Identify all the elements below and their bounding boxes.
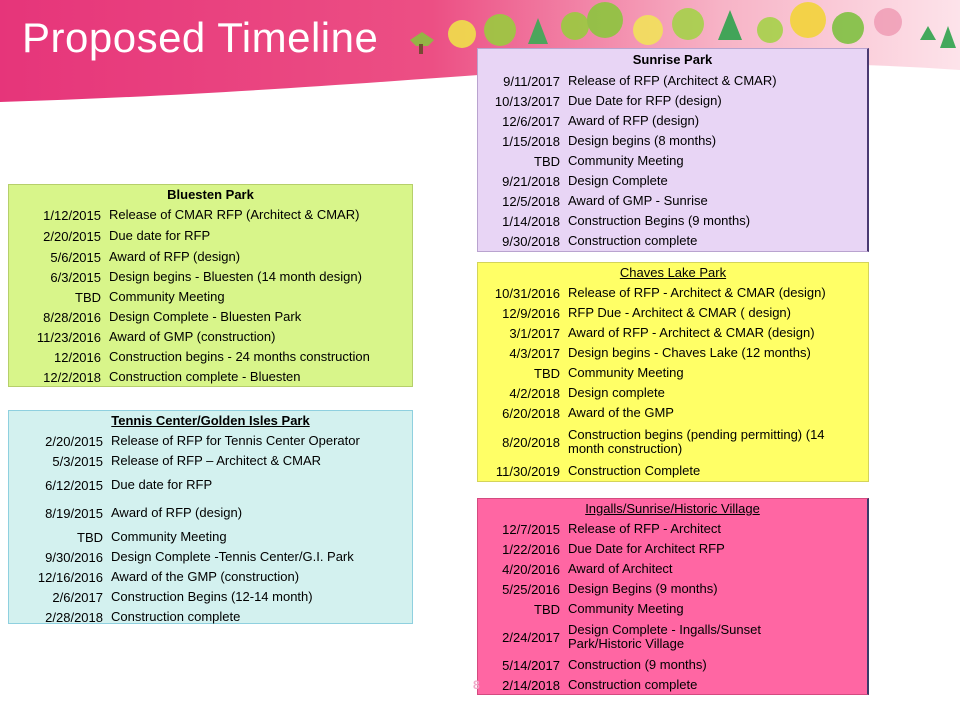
page-number: 8 <box>473 678 480 692</box>
row-text: Design begins (8 months) <box>568 133 717 148</box>
row-date: 6/12/2015 <box>45 477 103 493</box>
chaves-lake-header: Chaves Lake Park <box>619 265 727 280</box>
row-date: 3/1/2017 <box>509 325 560 341</box>
row-text: Award of the GMP (construction) <box>111 569 300 584</box>
table-row <box>478 403 868 423</box>
table-row <box>478 675 867 695</box>
chaves-lake-panel <box>477 262 869 482</box>
row-text: Design Complete <box>568 173 668 188</box>
table-row <box>478 231 867 251</box>
row-date: 6/3/2015 <box>50 269 101 285</box>
row-text: Award of GMP - Sunrise <box>568 193 708 208</box>
table-row <box>9 499 412 527</box>
row-text: Award of the GMP <box>568 405 674 420</box>
row-text: Construction Begins (9 months) <box>568 213 751 228</box>
table-row <box>478 323 868 343</box>
table-row <box>478 599 867 619</box>
table-row <box>478 91 867 111</box>
row-date: 4/3/2017 <box>509 345 560 361</box>
row-date: TBD <box>75 289 101 305</box>
row-text: Construction Begins (12-14 month) <box>111 589 313 604</box>
row-text: Release of RFP - Architect & CMAR (design) <box>568 285 826 300</box>
row-date: 2/24/2017 <box>502 629 560 645</box>
table-row <box>478 151 867 171</box>
row-date: TBD <box>534 601 560 617</box>
table-row <box>9 527 412 547</box>
row-date: 1/14/2018 <box>502 213 560 229</box>
table-row <box>9 587 412 607</box>
row-text: Release of RFP (Architect & CMAR) <box>568 73 777 88</box>
row-text: Due date for RFP <box>111 477 213 492</box>
table-row <box>478 191 867 211</box>
row-date: 1/12/2015 <box>43 207 101 223</box>
row-text: Construction complete <box>568 233 698 248</box>
row-text: Release of RFP – Architect & CMAR <box>111 453 322 468</box>
table-row <box>478 579 867 599</box>
table-row <box>9 471 412 499</box>
row-date: 2/20/2015 <box>43 228 101 244</box>
row-date: 1/15/2018 <box>502 133 560 149</box>
row-text: Construction complete <box>111 609 241 624</box>
row-date: 9/21/2018 <box>502 173 560 189</box>
table-row <box>9 451 412 471</box>
row-text: Design begins - Chaves Lake (12 months) <box>568 345 811 360</box>
table-row <box>478 111 867 131</box>
row-text: Community Meeting <box>111 529 227 544</box>
table-row <box>9 287 412 307</box>
row-text: Release of RFP for Tennis Center Operator <box>111 433 360 448</box>
row-date: 8/19/2015 <box>45 505 103 521</box>
row-text: Design begins - Bluesten (14 month design) <box>109 269 362 284</box>
table-row <box>478 131 867 151</box>
row-date: TBD <box>534 153 560 169</box>
table-row <box>478 303 868 323</box>
row-text: Award of RFP - Architect & CMAR (design) <box>568 325 815 340</box>
row-text: Design Complete -Tennis Center/G.I. Park <box>111 549 354 564</box>
row-date: 2/28/2018 <box>45 609 103 625</box>
row-text: Construction begins - 24 months construction <box>109 349 370 364</box>
table-row <box>9 205 412 225</box>
row-date: 12/2/2018 <box>43 369 101 385</box>
table-row <box>9 327 412 347</box>
row-date: 4/2/2018 <box>509 385 560 401</box>
table-row <box>478 461 868 481</box>
row-text: Community Meeting <box>109 289 225 304</box>
row-date: 2/14/2018 <box>502 677 560 693</box>
table-row <box>478 655 867 675</box>
sunrise-park-header: Sunrise Park <box>632 52 713 67</box>
table-row <box>9 225 412 247</box>
bluesten-park-header: Bluesten Park <box>167 187 254 202</box>
row-text: Award of GMP (construction) <box>109 329 276 344</box>
row-text: Construction (9 months) <box>568 657 707 672</box>
ingalls-village-header: Ingalls/Sunrise/Historic Village <box>585 501 760 516</box>
row-date: 5/6/2015 <box>50 249 101 265</box>
table-row <box>478 423 868 461</box>
row-date: 2/20/2015 <box>45 433 103 449</box>
bluesten-park-panel <box>8 184 413 387</box>
table-row <box>9 367 412 387</box>
row-date: 6/20/2018 <box>502 405 560 421</box>
row-text: Award of RFP (design) <box>111 505 243 520</box>
row-text: Release of CMAR RFP (Architect & CMAR) <box>109 207 360 222</box>
row-text: Community Meeting <box>568 153 684 168</box>
row-date: 11/23/2016 <box>36 329 101 345</box>
table-row <box>9 347 412 367</box>
row-text: Community Meeting <box>568 601 684 616</box>
row-date: 12/5/2018 <box>502 193 560 209</box>
row-text: Construction begins (pending permitting) (14 month construction) <box>568 427 825 456</box>
row-date: TBD <box>77 529 103 545</box>
tennis-center-header: Tennis Center/Golden Isles Park <box>111 413 310 428</box>
row-text: Award of RFP (design) <box>109 249 241 264</box>
row-date: 8/20/2018 <box>502 434 560 450</box>
row-date: 9/11/2017 <box>503 73 560 89</box>
row-date: 12/16/2016 <box>37 569 103 585</box>
row-date: 5/25/2016 <box>502 581 560 597</box>
table-row <box>478 283 868 303</box>
table-row <box>9 547 412 567</box>
row-text: Due date for RFP <box>109 228 211 243</box>
row-date: 2/6/2017 <box>52 589 103 605</box>
table-row <box>478 539 867 559</box>
row-text: Design complete <box>568 385 665 400</box>
row-date: 11/30/2019 <box>495 463 560 479</box>
row-date: 9/30/2016 <box>45 549 103 565</box>
slide-title: Proposed Timeline <box>22 14 379 61</box>
row-text: Construction complete <box>568 677 698 692</box>
table-row <box>9 247 412 267</box>
tennis-center-panel <box>8 410 413 624</box>
table-row <box>9 431 412 451</box>
row-text: Design Complete - Bluesten Park <box>109 309 302 324</box>
row-date: 12/6/2017 <box>502 113 560 129</box>
row-date: 4/20/2016 <box>502 561 560 577</box>
row-text: Construction Complete <box>568 463 701 478</box>
table-row <box>478 171 867 191</box>
table-row <box>478 363 868 383</box>
row-text: RFP Due - Architect & CMAR ( design) <box>568 305 791 320</box>
table-row <box>478 211 867 231</box>
ingalls-village-panel <box>477 498 869 695</box>
row-text: Award of RFP (design) <box>568 113 700 128</box>
table-row <box>9 307 412 327</box>
table-row <box>478 519 867 539</box>
row-text: Release of RFP - Architect <box>568 521 721 536</box>
row-date: 9/30/2018 <box>502 233 560 249</box>
row-date: 8/28/2016 <box>43 309 101 325</box>
row-text: Construction complete - Bluesten <box>109 369 301 384</box>
table-row <box>9 607 412 627</box>
row-date: 12/9/2016 <box>502 305 560 321</box>
row-date: 5/3/2015 <box>52 453 103 469</box>
row-text: Due Date for Architect RFP <box>568 541 725 556</box>
table-row <box>478 559 867 579</box>
table-row <box>478 343 868 363</box>
row-date: 5/14/2017 <box>502 657 560 673</box>
sunrise-park-panel <box>477 48 869 252</box>
row-text: Design Complete - Ingalls/Sunset Park/Historic Village <box>568 622 761 651</box>
row-text: Award of Architect <box>568 561 673 576</box>
row-date: TBD <box>534 365 560 381</box>
row-text: Community Meeting <box>568 365 684 380</box>
row-date: 12/7/2015 <box>502 521 560 537</box>
row-text: Due Date for RFP (design) <box>568 93 722 108</box>
table-row <box>478 619 867 655</box>
row-text: Design Begins (9 months) <box>568 581 718 596</box>
table-row <box>9 567 412 587</box>
table-row <box>9 267 412 287</box>
row-date: 10/13/2017 <box>494 93 560 109</box>
row-date: 10/31/2016 <box>494 285 560 301</box>
row-date: 1/22/2016 <box>502 541 560 557</box>
table-row <box>478 71 867 91</box>
table-row <box>478 383 868 403</box>
row-date: 12/2016 <box>54 349 101 365</box>
